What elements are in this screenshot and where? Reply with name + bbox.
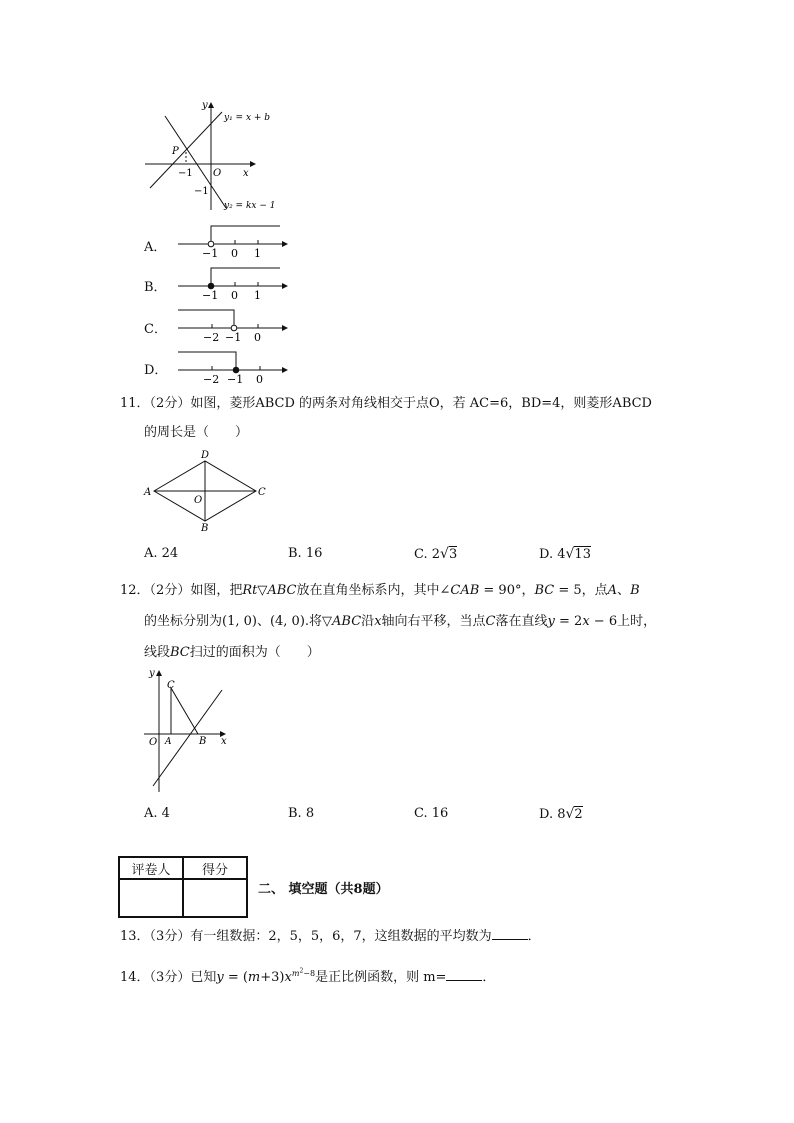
q11-fig-A: A (144, 487, 152, 498)
q11-fig-D: D (201, 450, 210, 461)
q12-l1-b: B (630, 583, 640, 598)
q14-m: m (247, 969, 261, 985)
q12-l1-bc5: = 5，点 (554, 583, 608, 598)
q12-l2-c: C (485, 614, 496, 629)
q11-option-a: A. 24 (144, 546, 179, 561)
q12-l2-eq: = 2 (554, 614, 583, 629)
q10-c-tick-2: −1 (225, 331, 242, 342)
q12-coordinate-figure (140, 664, 240, 796)
q10-option-c-label: C． (144, 322, 167, 337)
q12-option-c: C. 16 (414, 806, 449, 821)
q10-a-tick-3: 1 (254, 247, 261, 258)
q10-fig-O: O (213, 168, 222, 179)
q13-answer-blank[interactable] (492, 926, 528, 940)
q11-option-d-prefix: D. 4 (539, 547, 566, 562)
q12-l1-sep: 、 (617, 583, 631, 598)
q12-l3-end: 扫过的面积为（ ） (189, 645, 320, 660)
q12-option-d-prefix: D. 8 (539, 807, 566, 822)
q12-l1-cab: CAB (450, 583, 480, 598)
q12-l1-rt: Rt▽ABC (242, 583, 297, 598)
q10-c-tick-3: 0 (254, 331, 261, 342)
q12-text-line3 (144, 644, 320, 662)
q14-answer-blank[interactable] (446, 967, 482, 981)
q10-fig-neg1x: −1 (178, 168, 193, 179)
q12-l3-pre: 线段 (144, 645, 171, 660)
q13-text-end: ． (527, 929, 541, 944)
q12-l2-mid3: 落在直线 (495, 614, 548, 629)
q11-option-d-radicand: 13 (574, 547, 591, 562)
q11-rhombus-figure (140, 448, 270, 534)
q10-option-b-label: B． (144, 280, 167, 295)
q12-l1-pre: 12．（2分）如图，把 (120, 583, 243, 598)
q12-fig-B: B (199, 736, 207, 747)
q14-eq: = ( (223, 969, 248, 985)
q14-text (120, 962, 495, 987)
q12-fig-C: C (167, 680, 175, 691)
q10-c-tick-1: −2 (203, 331, 220, 342)
q14-sup-m: m (291, 968, 300, 978)
q11-text-line1: 11．（2分）如图，菱形ABCD 的两条对角线相交于点O，若 AC=6，BD=4，则菱形ABCD (120, 396, 652, 411)
q10-d-tick-1: −2 (203, 373, 220, 384)
q10-b-tick-3: 1 (254, 289, 261, 300)
q10-d-tick-3: 0 (256, 373, 263, 384)
q12-l1-a: A (607, 583, 618, 598)
q10-option-b-numberline (174, 264, 294, 300)
q11-fig-C: C (258, 487, 266, 498)
q12-l2-pre: 的坐标分别为(1, 0)、(4, 0).将▽ (144, 614, 333, 629)
q10-option-a-numberline (174, 222, 294, 258)
score-table-cell-score (183, 879, 247, 917)
q10-d-tick-2: −1 (227, 373, 244, 384)
score-table-header-grader: 评卷人 (119, 857, 183, 879)
section-heading-fill-in: 二、 填空题（共8题） (258, 882, 389, 897)
q14-y: y (216, 969, 224, 985)
q10-fig-neg1y: −1 (194, 186, 209, 197)
q10-a-tick-1: −1 (202, 247, 219, 258)
q11-option-d: D. 4√13 (539, 546, 591, 562)
q14-post: 是正比例函数，则 m= (315, 969, 447, 985)
q11-option-b: B. 16 (288, 546, 323, 561)
score-table-header-score: 得分 (183, 857, 247, 879)
q12-l2-y: y (547, 614, 555, 629)
q12-l3-bc: BC (170, 645, 190, 660)
q12-option-d-radicand: 2 (574, 807, 583, 822)
q11-option-c-radicand: 3 (448, 547, 458, 562)
q14-x: x (284, 969, 292, 985)
q14-sup-2: 2 (299, 967, 304, 974)
q10-option-a-label: A． (144, 240, 167, 255)
q11-fig-O: O (194, 495, 203, 506)
q13-text (120, 926, 541, 946)
q11-text-line2: 的周长是（ ） (144, 425, 249, 440)
q12-l1-bc: BC (534, 583, 555, 598)
q10-fig-y: y (202, 100, 208, 111)
q12-fig-x: x (221, 736, 227, 747)
score-table (118, 856, 248, 918)
q12-text-line1 (120, 582, 640, 600)
q10-a-tick-2: 0 (231, 247, 238, 258)
q10-fig-x: x (243, 168, 249, 179)
q12-option-d: D. 8√2 (539, 806, 583, 822)
q10-option-d-numberline (174, 348, 294, 384)
q14-pre: 14．（3分）已知 (120, 969, 217, 985)
q12-l2-mid2: 轴向右平移，当点 (381, 614, 486, 629)
q12-l2-x: x (374, 614, 382, 629)
q12-l1-mid: 放在直角坐标系内，其中∠ (296, 583, 451, 598)
q14-end: ． (482, 969, 496, 985)
q10-fig-P: P (172, 146, 179, 157)
q10-fig-y2: y₂ = kx − 1 (224, 201, 275, 211)
q11-option-c: C. 2√3 (414, 546, 458, 562)
q12-option-a: A. 4 (144, 806, 170, 821)
q12-l1-eq: = 90°， (479, 583, 535, 598)
q12-l2-x2: x (582, 614, 590, 629)
q11-fig-B: B (201, 523, 209, 534)
q12-l2-mid: 沿 (361, 614, 375, 629)
score-table-cell-grader (119, 879, 183, 917)
q10-option-c-numberline (174, 306, 294, 342)
q10-option-d-label: D． (144, 363, 168, 378)
q12-l2-abc: ABC (332, 614, 362, 629)
q12-option-b: B. 8 (288, 806, 315, 821)
q11-option-c-prefix: C. 2 (414, 547, 441, 562)
q12-fig-A: A (165, 737, 172, 747)
q10-b-tick-1: −1 (202, 289, 219, 300)
q12-l2-end: 上时， (617, 614, 657, 629)
q10-fig-y1: y₁ = x + b (224, 113, 271, 123)
q14-plus: +3) (260, 969, 285, 985)
q10-b-tick-2: 0 (231, 289, 238, 300)
q12-text-line2 (144, 613, 656, 631)
q10-figure (140, 98, 275, 216)
q12-l2-eq2: − 6 (589, 614, 618, 629)
q14-sup-rest: −8 (303, 968, 316, 978)
q12-fig-O: O (149, 737, 158, 748)
q12-fig-y: y (149, 668, 155, 679)
q13-text-body: 13．（3分）有一组数据：2，5，5，6，7，这组数据的平均数为 (120, 929, 492, 944)
